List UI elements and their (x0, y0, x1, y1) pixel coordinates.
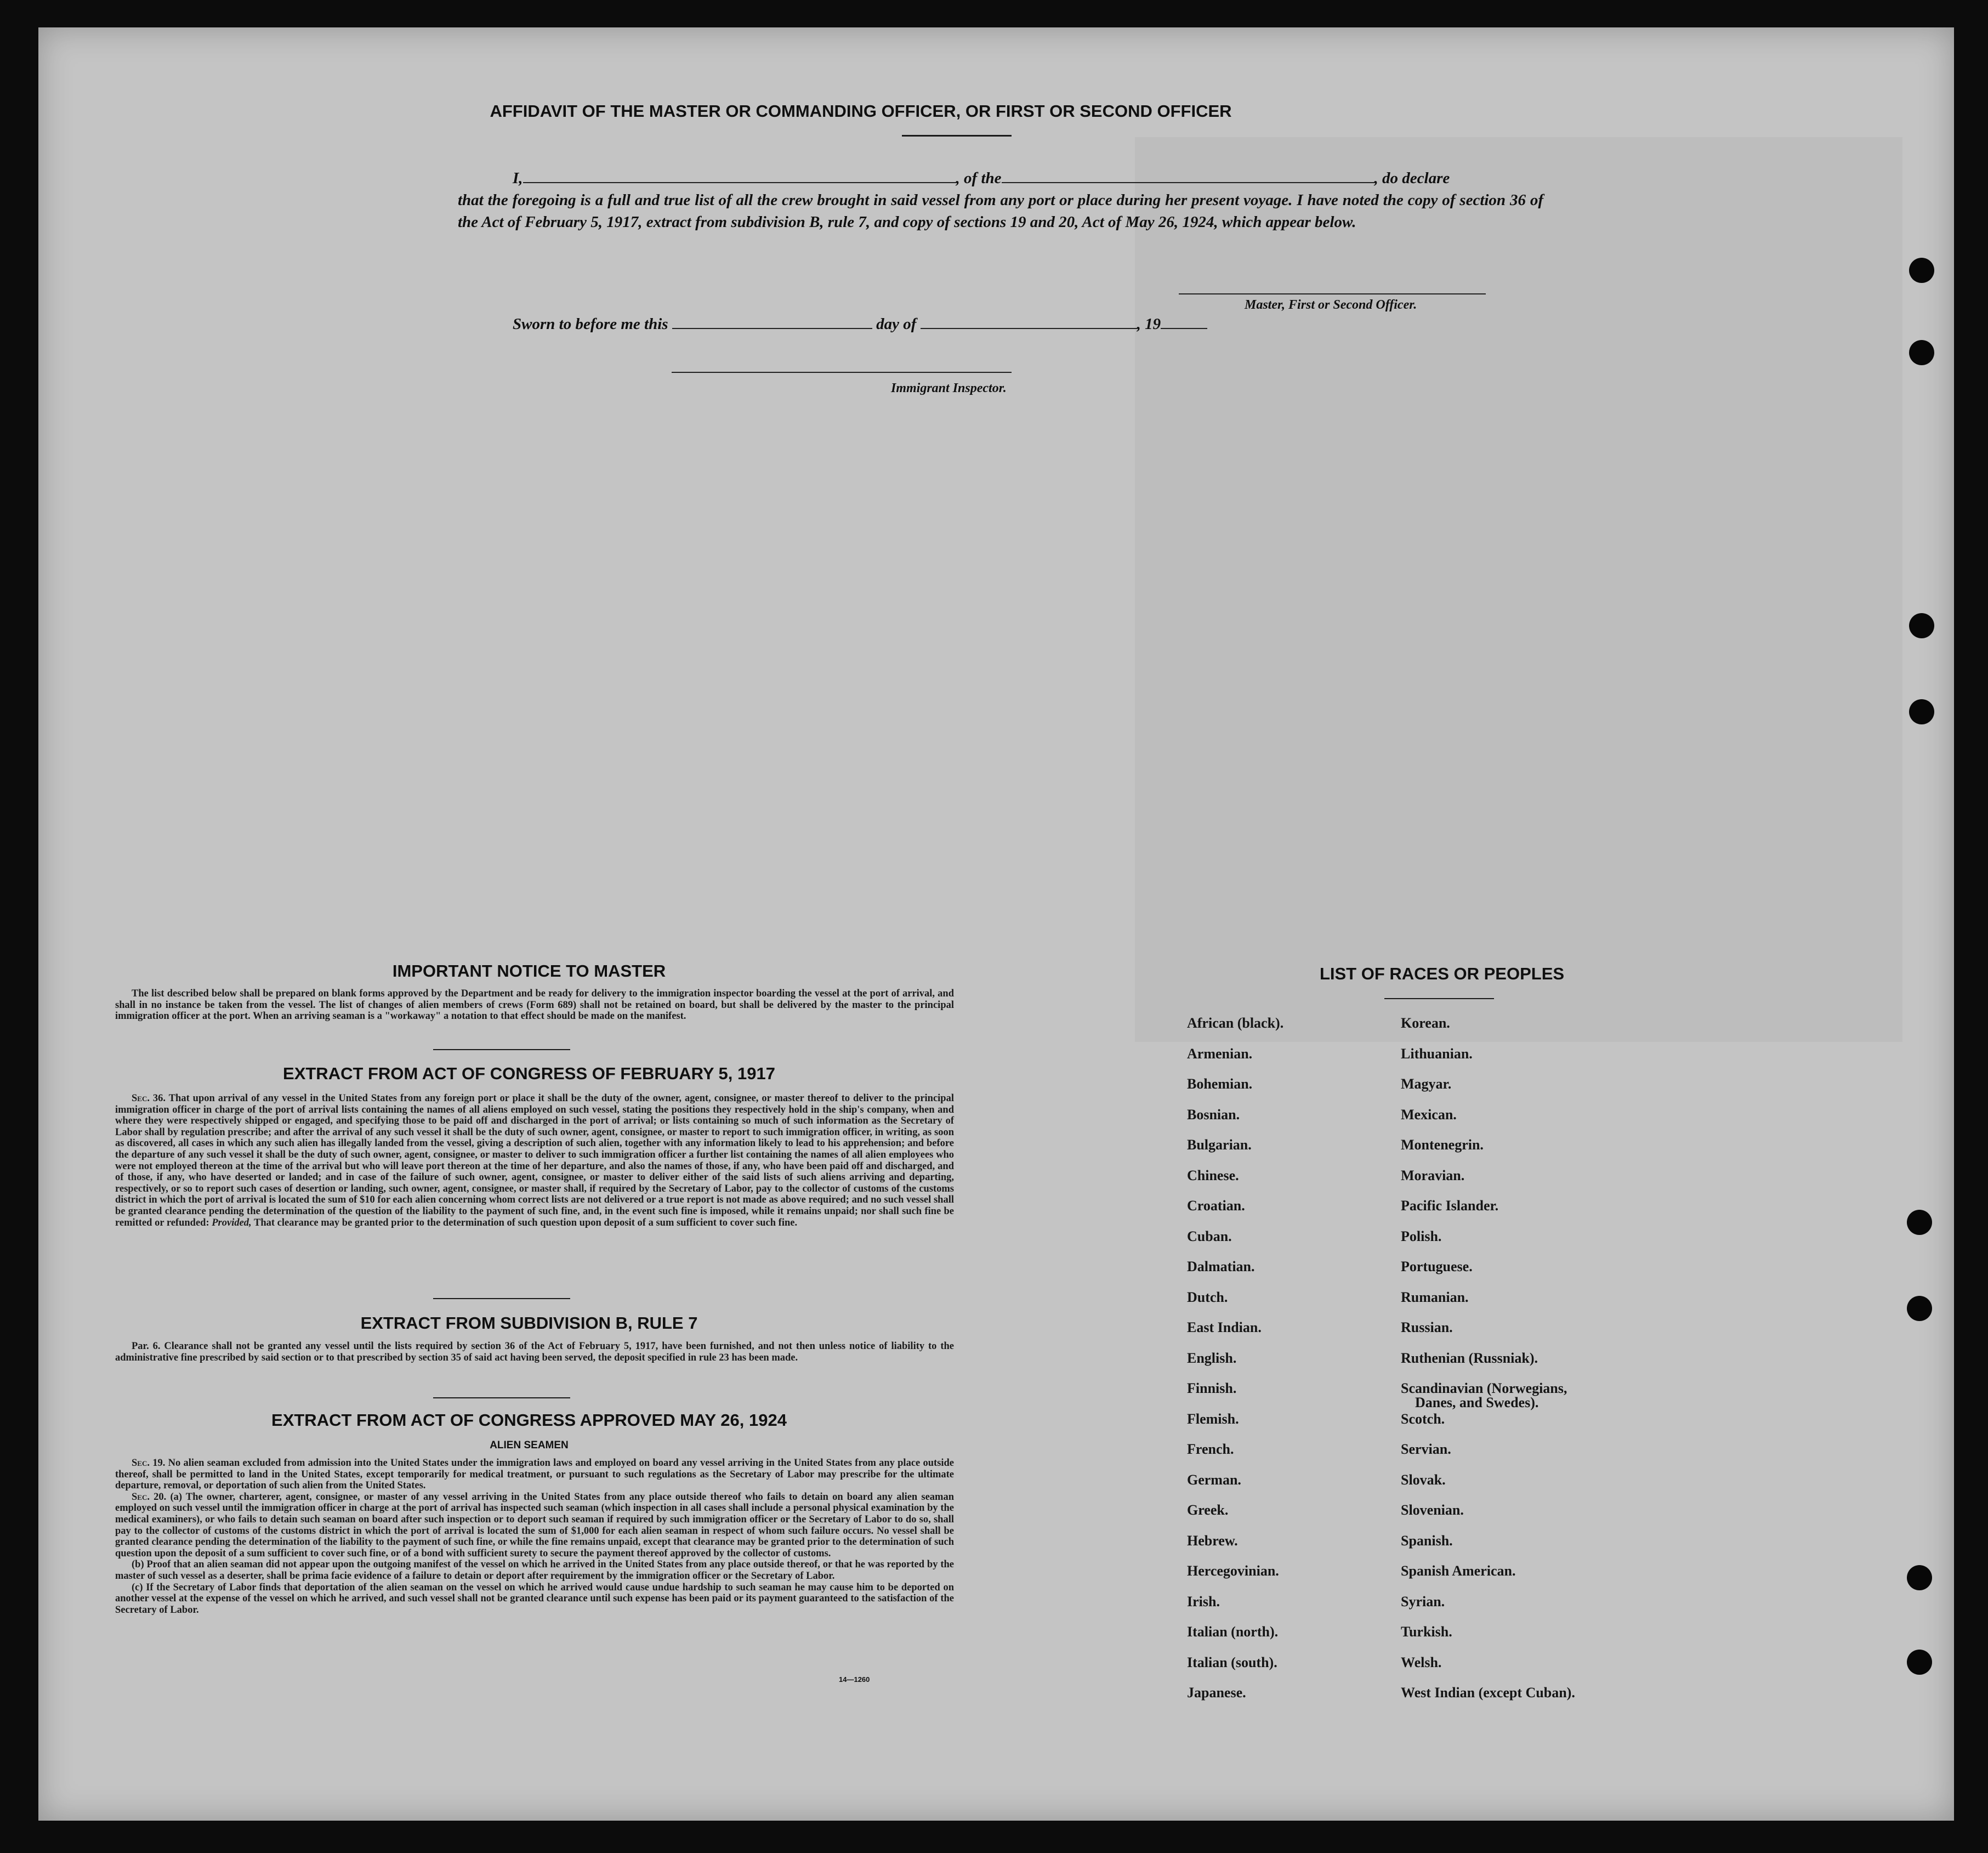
race-item: English. (1187, 1350, 1237, 1366)
race-item: Slovenian. (1401, 1502, 1464, 1518)
race-item: Scandinavian (Norwegians, (1401, 1380, 1567, 1396)
punch-hole (1907, 1296, 1932, 1321)
extract-1924-title: EXTRACT FROM ACT OF CONGRESS APPROVED MAY 26, 1924 (271, 1410, 787, 1430)
race-item: Montenegrin. (1401, 1137, 1484, 1153)
extract-1917-section-label: Sec. 36. (132, 1093, 166, 1104)
notice-rule (433, 1049, 570, 1050)
sec20b-text: (b) Proof that an alien seaman did not appear upon the outgoing manifest of the vessel on which he arrived in the United States from any place outside thereof, or that he was reported by the master of such vessel as a deserter, shall be prima facie evidence of a failure to detain or deport after requirement by the immigration officer or the Secretary of Labor. (115, 1559, 954, 1582)
affidavit-body: that the foregoing is a full and true list of all the crew brought in said vessel from any port or place during her present voyage. I have noted the copy of section 36 of the Act of February 5, 1917, extract from subdivision B, rule 7, and copy of sections 19 and 20, Act of May 26, 1924, which appear below. (458, 191, 1543, 231)
punch-hole (1907, 1565, 1932, 1590)
punch-hole (1907, 1210, 1932, 1235)
extract-1924-text (115, 1458, 954, 1616)
punch-hole (1909, 258, 1934, 283)
sworn-year-field[interactable] (1161, 328, 1207, 329)
race-item: Irish. (1187, 1593, 1220, 1610)
race-item: Polish. (1401, 1228, 1442, 1244)
sworn-prefix: Sworn to before me this (513, 315, 668, 333)
races-title: LIST OF RACES OR PEOPLES (1319, 964, 1565, 983)
sec20c-text: (c) If the Secretary of Labor finds that deportation of the alien seaman on the vessel on which he arrived would cause undue hardship to such seaman he may cause him to be deported on another vessel at the expense of the vessel on which he arrived, and such vessel shall not be granted clearance until such expense has been paid or its payment guaranteed to the satisfaction of the Secretary of Labor. (115, 1582, 954, 1616)
race-item: Syrian. (1401, 1593, 1445, 1610)
form-number: 14—1260 (839, 1675, 870, 1684)
punch-hole (1907, 1650, 1932, 1675)
affidavit-i-label: I, (513, 169, 523, 187)
notice-text: The list described below shall be prepared on blank forms approved by the Department and be ready for delivery to the immigration inspector boarding the vessel at the port of arrival, and shall in no instance be taken from the vessel. The list of changes of alien members of crews (Form 689) shall not be retained on board, but shall be delivered by the master to the principal immigration officer at the port. When an arriving seaman is a "workaway" a notation to that effect should be made on the manifest. (115, 988, 954, 1022)
race-item: Russian. (1401, 1319, 1453, 1335)
race-item: Korean. (1401, 1015, 1450, 1031)
rule7-rule (433, 1397, 570, 1398)
inspector-signature-line[interactable] (672, 372, 1012, 373)
sec19-label: Sec. 19. (132, 1458, 166, 1469)
sec19-text: No alien seaman excluded from admission into the United States under the immigration laws and employed on board any vessel arriving in the United States from any place outside thereof, shall be permitted to land in the United States, except temporarily for medical treatment, or pursuant to such regulations as the Secretary of Labor may prescribe for the ultimate departure, removal, or deportation of such alien from the United States. (115, 1458, 955, 1492)
race-item: Danes, and Swedes). (1415, 1395, 1539, 1410)
race-item: Chinese. (1187, 1167, 1239, 1183)
master-name-field[interactable] (523, 182, 956, 183)
extract-1924-subtitle: ALIEN SEAMEN (490, 1440, 569, 1451)
races-right-column (1401, 1016, 1575, 1716)
race-item: Japanese. (1187, 1685, 1246, 1701)
extract-1917-text (115, 1093, 954, 1228)
race-item: Hercegovinian. (1187, 1563, 1279, 1579)
sec20-label: Sec. 20. (132, 1491, 167, 1503)
race-item: West Indian (except Cuban). (1401, 1685, 1575, 1701)
extract-1917-rule (433, 1298, 570, 1299)
extract-1917-proviso-label: Provided, (212, 1217, 252, 1228)
extract-1917-body: That upon arrival of any vessel in the United States from any foreign port or place it shall be the duty of the owner, agent, consignee, or master thereof to deliver to the principal immigration officer in charge of the port of arrival lists containing the names of all aliens employed on such vessel, stating the positions they respectively hold in the ship's company, when and where they were respectively shipped or engaged, and specifying those to be paid off and discharged in the port of arrival; or lists containing so much of such information as the Secretary of Labor shall by regulation prescribe; and after the arrival of any such vessel it shall be the duty of such owner, agent, consignee, or master to report to such immigration officer, in writing, as soon as discovered, all cases in which any such alien has illegally landed from the vessel, giving a description of such alien, together with any information likely to lead to his apprehension; and before the departure of any such vessel it shall be the duty of such owner, agent, consignee, or master to deliver to such immigration officer a further list containing the names of all alien employees who were not employed thereon at the time of the arrival but who will leave port thereon at the time of her departure, and also the names of those, if any, who have been paid off and discharged, and of those, if any, who have deserted or landed; and in case of the failure of such owner, agent, consignee, or master to deliver either of the said lists of such aliens arriving and departing, respectively, or so to report such cases of desertion or landing, such owner, agent, consignee, or master shall, if required by the Secretary of Labor, pay to the collector of customs of the customs district in which the port of arrival is located the sum of $10 for each alien concerning whom correct lists are not delivered or a true report is not made as above required; and no such vessel shall be granted clearance pending the determination of the question of the liability to the payment of such fine, and, in the event such fine is imposed, while it remains unpaid; nor shall such fine be remitted or refunded: (115, 1093, 954, 1228)
race-item: Rumanian. (1401, 1289, 1469, 1305)
race-item: Armenian. (1187, 1045, 1253, 1062)
race-item: Turkish. (1401, 1624, 1452, 1640)
race-item: Cuban. (1187, 1228, 1232, 1244)
vessel-name-field[interactable] (1002, 182, 1374, 183)
race-item: Dutch. (1187, 1289, 1228, 1305)
race-item: Spanish American. (1401, 1563, 1516, 1579)
punch-hole (1909, 340, 1934, 365)
race-item: Mexican. (1401, 1106, 1457, 1123)
rule7-text: Par. 6. Clearance shall not be granted any vessel until the lists required by section 36 of the Act of February 5, 1917, have been furnished, and not then unless notice of liability to the administrative fine prescribed by said section or to that prescribed by section 35 of said act having been served, the deposit specified in rule 23 has been made. (115, 1341, 954, 1363)
document-page (38, 27, 1954, 1821)
race-item: Portuguese. (1401, 1259, 1473, 1274)
race-item: Italian (north). (1187, 1624, 1279, 1640)
affidavit-declare-label: , do declare (1374, 169, 1450, 187)
race-item: Bulgarian. (1187, 1137, 1252, 1153)
race-item: Welsh. (1401, 1654, 1442, 1670)
race-item: Dalmatian. (1187, 1259, 1255, 1274)
race-item: Croatian. (1187, 1198, 1245, 1214)
master-signature-line[interactable] (1179, 293, 1486, 294)
race-item: Slovak. (1401, 1471, 1446, 1488)
affidavit-of-label: , of the (956, 169, 1002, 187)
affidavit-title-rule (902, 135, 1012, 137)
notice-title: IMPORTANT NOTICE TO MASTER (392, 961, 666, 981)
race-item: German. (1187, 1471, 1241, 1488)
race-item: Hebrew. (1187, 1532, 1238, 1549)
rule7-title: EXTRACT FROM SUBDIVISION B, RULE 7 (360, 1313, 698, 1333)
race-item: Magyar. (1401, 1076, 1452, 1092)
sworn-date-field[interactable] (672, 328, 872, 329)
sworn-year-label: , 19 (1137, 315, 1161, 333)
master-signature-label: Master, First or Second Officer. (1245, 298, 1417, 312)
race-item: Bohemian. (1187, 1076, 1253, 1092)
sworn-line (513, 315, 1207, 333)
race-item: Spanish. (1401, 1532, 1453, 1549)
race-item: African (black). (1187, 1015, 1284, 1031)
sworn-day-label: day of (876, 315, 917, 333)
affidavit-declaration (458, 167, 1543, 233)
sec20a-text: (a) The owner, charterer, agent, consignee, or master of any vessel arriving in the United States from any place outside thereof who fails to detain on board any alien seaman employed on such vessel until the immigration officer in charge at the port of arrival has inspected such seaman (which inspection in all cases shall include a personal physical examination by the medical examiners), or who fails to detain such seaman on board after such inspection or to deport such seaman if required by such immigration officer or the Secretary of Labor to do so, shall pay to the collector of customs of the customs district in which the port of arrival is located the sum of $1,000 for each alien seaman in respect of whom such failure occurs. No vessel shall be granted clearance pending the determination of the liability to the payment of such fine, or while the fine remains unpaid, except that clearance may be granted prior to the determination of such question upon the deposit of a sum sufficient to cover such fine, or of a bond with sufficient surety to secure the payment thereof approved by the collector of customs. (115, 1491, 955, 1559)
race-item: Italian (south). (1187, 1654, 1277, 1670)
race-item: Greek. (1187, 1502, 1229, 1518)
race-item: East Indian. (1187, 1319, 1262, 1335)
race-item: Bosnian. (1187, 1106, 1240, 1123)
race-item: Servian. (1401, 1441, 1451, 1457)
race-item: Moravian. (1401, 1167, 1465, 1183)
race-item: Scotch. (1401, 1410, 1445, 1427)
bleed-through-area (1135, 137, 1902, 1042)
race-item: Finnish. (1187, 1380, 1237, 1396)
sworn-month-field[interactable] (921, 328, 1137, 329)
races-title-rule (1384, 998, 1494, 999)
races-left-column (1187, 1016, 1283, 1716)
punch-hole (1909, 699, 1934, 724)
race-item: Pacific Islander. (1401, 1198, 1499, 1214)
extract-1917-proviso: That clearance may be granted prior to the determination of such question upon deposit of a sum sufficient to cover such fine. (253, 1217, 798, 1228)
extract-1917-title: EXTRACT FROM ACT OF CONGRESS OF FEBRUARY 5, 1917 (283, 1064, 775, 1083)
punch-hole (1909, 613, 1934, 638)
race-item: French. (1187, 1441, 1234, 1457)
affidavit-title: AFFIDAVIT OF THE MASTER OR COMMANDING OFFICER, OR FIRST OR SECOND OFFICER (490, 101, 1232, 121)
race-item: Flemish. (1187, 1410, 1239, 1427)
inspector-label: Immigrant Inspector. (891, 381, 1007, 395)
race-item: Lithuanian. (1401, 1045, 1473, 1062)
race-item: Ruthenian (Russniak). (1401, 1350, 1538, 1366)
